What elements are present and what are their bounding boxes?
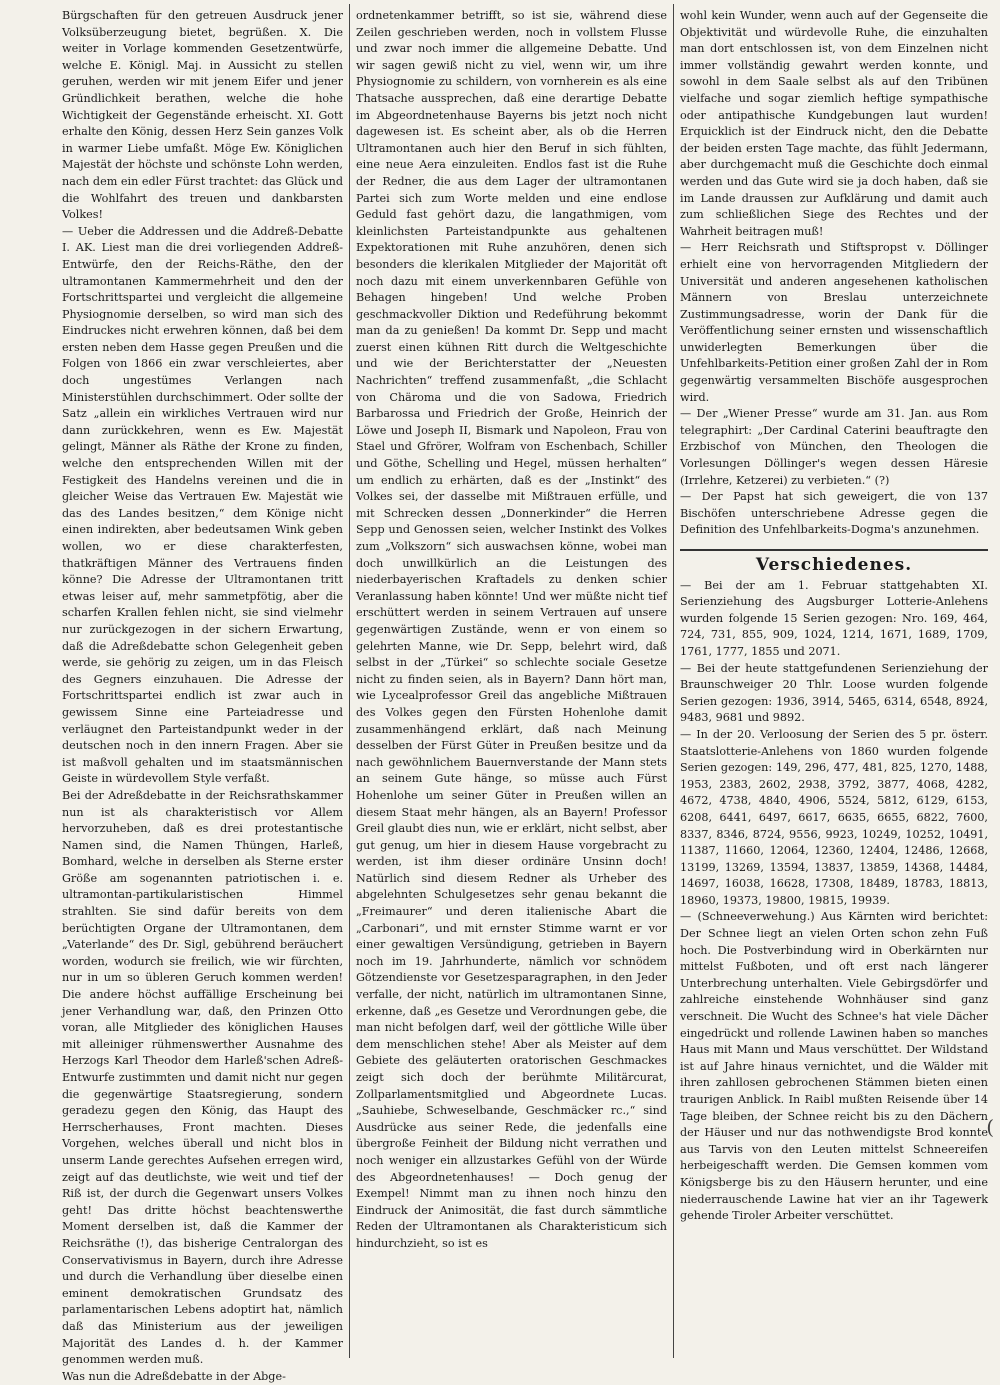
right-paragraph-4: — Der Papst hat sich geweigert, die von 137 Bischöfen unterschriebene Adresse gegen die Definition des Unfehlbarkeits-Dogma's anzunehmen. [680, 490, 988, 537]
left-paragraph-1: Bürgschaften für den getreuen Ausdruck jener Volksüberzeugung bietet, begrüßen. X. Die weiter in Vorlage kommenden Gesetzentwürfe, welche E. Königl. Maj. in Aussicht zu stellen geruhen, werden wir mit jenem Eifer und jener Gründlichkeit berathen, welche die hohe Wichtigkeit der Gegenstände erheischt. XI. Gott erhalte den König, dessen Herz Sein ganzes Volk in warmer Liebe umfaßt. Möge Ew. Königlichen Majestät der höchste und schönste Lohn werden, nach dem ein edler Fürst trachtet: das Glück und die Wohlfahrt des treuen und dankbarsten Volkes! [62, 9, 343, 222]
section-paragraph-4: — (Schneeverwehung.) Aus Kärnten wird berichtet: Der Schnee liegt an vielen Orten schon zehn Fuß hoch. Die Postverbindung wird in Oberkärnten nur mittelst Fußboten, und oft erst nach längerer Unterbrechung unterhalten. Viele Gebirgsdörfer und zahlreiche einstehende Wohnhäuser sind ganz verschneit. Die Wucht des Schnee's hat viele Dächer eingedrückt und rollende Lawinen haben so manches Haus mit Mann und Maus verschüttet. Der Wildstand ist auf Jahre hinaus vernichtet, und die Wälder mit ihren zahllosen gebrochenen Stämmen bieten einen traurigen Anblick. In Raibl mußten Reisende über 14 Tage bleiben, der Schnee reicht bis zu den Dächern der Häuser und nur das nothwendigste Brod konnte aus Tarvis von den Leuten mittelst Schneereifen herbeigeschafft werden. Die Gemsen kommen vom Königsberge bis zu den Häusern herunter, und eine niederrauschende Lawine hat vier an ihr Tagewerk gehende Tiroler Arbeiter verschüttet. [680, 910, 988, 1223]
left-paragraph-3: Bei der Adreßdebatte in der Reichsrathskammer nun ist als charakteristisch vor Allem hervorzuheben, daß es drei protestantische Namen sind, die Namen Thüngen, Harleß, Bomhard, welche in derselben als Sterne erster Größe am sogenannten patriotischen i. e. ultramontan-partikularistischen Himmel strahlten. Sie sind dafür bereits von dem berüchtigten Organe der Ultramontanen, dem „Vaterlande“ des Dr. Sigl, gebührend beräuchert worden, wodurch sie freilich, wie wir fürchten, nur in um so übleren Geruch kommen werden! Die andere höchst auffällige Erscheinung bei jener Verhandlung war, daß, den Prinzen Otto voran, alle Mitglieder des königlichen Hauses mit alleiniger rühmenswerther Ausnahme des Herzogs Karl Theodor dem Harleß'schen Adreß-Entwurfe zustimmten und damit nicht nur gegen die gegenwärtige Staatsregierung, sondern geradezu gegen den König, das Haupt des Herrscherhauses, Front machten. Dieses Vorgehen, welches überall und nicht blos in unserm Lande gerechtes Aufsehen erregen wird, zeigt auf das deutlichste, wie weit und tief der Riß ist, der durch die Gegenwart unsers Volkes geht! Das dritte höchst beachtenswerthe Moment derselben ist, daß die Kammer der Reichsräthe (!), das bisherige Centralorgan des Conservativismus in Bayern, durch ihre Adresse und durch die Verhandlung über dieselbe einen eminent demokratischen Grundsatz des parlamentarischen Lebens adoptirt hat, nämlich daß das Ministerium aus der jeweiligen Majorität des Landes d. h. der Kammer genommen werden muß. [62, 788, 343, 1367]
right-paragraph-2: — Herr Reichsrath und Stiftspropst v. Döllinger erhielt eine von hervorragenden Mitgliedern der Universität und anderen angesehenen katholischen Männern von Breslau unterzeichnete Zustimmungsadresse, worin der Dank für die Veröffentlichung seiner ernsten und wissenschaftlich unwiderlegten Bemerkungen über die Unfehlbarkeits-Petition einer großen Zahl der in Rom gegenwärtig versammelten Bischöfe ausgesprochen wird. [680, 241, 988, 404]
section-heading: Verschiedenes. [755, 555, 913, 575]
column-container [56, 4, 994, 1383]
right-paragraph-1: wohl kein Wunder, wenn auch auf der Gegenseite die Objektivität und würdevolle Ruhe, die einzuhalten man dort entschlossen ist, von dem Einzelnen nicht immer vollständig gewahrt werden konnte, und sowohl in dem Saale selbst als auf den Tribünen vielfache und sogar ziemlich heftige sympathische oder antipathische Kundgebungen laut wurden! Erquicklich ist der Eindruck nicht, den die Debatte der beiden ersten Tage machte, das fühlt Jedermann, aber durchgemacht muß die Geschichte doch einmal werden und das Gute wird sie ja doch haben, daß sie im Lande draussen zur Aufklärung und damit auch zum schließlichen Siege des Rechtes und der Wahrheit beitragen muß! [680, 9, 988, 238]
left-paragraph-4: Was nun die Adreßdebatte in der Abge- [62, 1369, 286, 1383]
section-divider [680, 549, 988, 551]
middle-column [349, 4, 674, 1358]
right-column [674, 4, 994, 1358]
edge-bracket-mark: ( [986, 1115, 994, 1139]
right-paragraph-3: — Der „Wiener Presse“ wurde am 31. Jan. aus Rom telegraphirt: „Der Cardinal Caterini beauftragte den Erzbischof von München, den Theologen die Vorlesungen Döllinger's wegen dessen Häresie (Irrlehre, Ketzerei) zu verbieten.“ (?) [680, 407, 988, 487]
left-column [56, 4, 349, 1383]
middle-paragraph-1: ordnetenkammer betrifft, so ist sie, während diese Zeilen geschrieben werden, noch in vollstem Flusse und zwar noch immer die allgemeine Debatte. Und wir sagen gewiß nicht zu viel, wenn wir, um ihre Physiognomie zu schildern, von vornherein es als eine Thatsache aussprechen, daß eine derartige Debatte im Abgeordnetenhause Bayerns bis jetzt noch nicht dagewesen ist. Es scheint aber, als ob die Herren Ultramontanen auch hier den Beruf in sich fühlten, eine neue Aera einzuleiten. Endlos fast ist die Ruhe der Redner, die aus dem Lager der ultramontanen Partei sich zum Worte melden und eine endlose Geduld fast gehört dazu, die langathmigen, vom kleinlichsten Parteistandpunkte aus gehaltenen Expektorationen mit Ruhe anzuhören, denen sich besonders die klerikalen Mitglieder der Majorität oft noch dazu mit einem unverkennbaren Gefühle von Behagen hingeben! Und welche Proben geschmackvoller Diktion und Redeführung bekommt man da zu genießen! Da kommt Dr. Sepp und macht zuerst einen kühnen Ritt durch die Weltgeschichte und wie der Berichterstatter der „Neuesten Nachrichten“ treffend zusammenfaßt, „die Schlacht von Chäroma und die von Sadowa, Friedrich Barbarossa und Friedrich der Große, Heinrich der Löwe und Joseph II, Bismark und Napoleon, Frau von Stael und Gfrörer, Wolfram von Eschenbach, Schiller und Göthe, Schelling und Hegel, müssen herhalten“ um endlich zu erhärten, daß es der „Instinkt“ des Volkes sei, der dasselbe mit Mißtrauen erfülle, und mit Schrecken dessen „Donnerkinder“ die Herren Sepp und Genossen seien, welcher Instinkt des Volkes zum „Volkszorn“ sich auswachsen könne, wobei man doch unwillkürlich an die Leistungen des niederbayerischen Kraftadels zu denken schier Veranlassung haben könnte! Und wer müßte nicht tief erschüttert werden in seinem Vertrauen auf unsere gegenwärtigen Zustände, wenn er von einem so gelehrten Manne, wie Dr. Sepp, belehrt wird, daß selbst in der „Türkei“ so schlechte sociale Gesetze nicht zu finden seien, als in Bayern? Dann hört man, wie Lycealprofessor Greil das angebliche Mißtrauen des Volkes gegen den Fürsten Hohenlohe damit zusammenhängend erklärt, daß nach Meinung desselben der Fürst Güter in Preußen besitze und da nach gewöhnlichem Bauernverstande der Mann stets an seinem Gute hänge, so müsse auch Fürst Hohenlohe um seiner Güter in Preußen willen an diesem Staat mehr hängen, als an Bayern! Professor Greil glaubt dies nun, wie er erklärt, nicht selbst, aber gut genug, um hier in diesem Hause vorgebracht zu werden, ist ihm dieser ordinäre Unsinn doch! Natürlich sind diesem Redner als Urheber des abgelehnten Schulgesetzes sehr genau bekannt die „Freimaurer“ und deren italienische Abart die „Carbonari“, und mit ernster Stimme warnt er vor einer gewaltigen Versündigung, getrieben in Bayern noch im 19. Jahrhunderte, nämlich vor schnödem Götzendienste vor Gesetzesparagraphen, in den Jeder verfalle, der nicht, natürlich im ultramontanen Sinne, erkenne, daß „es Gesetze und Verordnungen gebe, die man nicht befolgen darf, weil der göttliche Wille über dem menschlichen stehe! Aber als Meister auf dem Gebiete des geläuterten oratorischen Geschmackes zeigt sich doch der berühmte Militärcurat, Zollparlamentsmitglied und Abgeordnete Lucas. „Sauhiebe, Schweselbande, Geschmäcker rc.,“ sind Ausdrücke aus seiner Rede, die jedenfalls eine übergroße Feinheit der Bildung nicht verrathen und noch weniger ein allzustarkes Gefühl von der Würde des Abgeordnetenhauses! — Doch genug der Exempel! Nimmt man zu ihnen noch hinzu den Eindruck der Animosität, die fast durch sämmtliche Reden der Ultramontanen als Charakteristicum sich hindurchzieht, so ist es [356, 9, 667, 1250]
section-paragraph-2: — Bei der heute stattgefundenen Serienziehung der Braunschweiger 20 Thlr. Loose wurden folgende Serien gezogen: 1936, 3914, 5465, 6314, 6548, 8924, 9483, 9681 und 9892. [680, 661, 988, 725]
left-paragraph-2: — Ueber die Addressen und die Addreß-Debatte I. AK. Liest man die drei vorliegenden Addreß-Entwürfe, den der Reichs-Räthe, den der ultramontanen Kammermehrheit und den der Fortschrittspartei und vergleicht die allgemeine Physiognomie derselben, so wird man sich des Eindruckes nicht erwehren können, daß bei dem ersten neben dem Hasse gegen Preußen und die Folgen von 1866 ein zwar verschleiertes, aber doch ungestümes Verlangen nach Ministerstühlen durchschimmert. Oder sollte der Satz „allein ein wirkliches Vertrauen wird nur dann zurückkehren, wenn es Ew. Majestät gelingt, Männer als Räthe der Krone zu finden, welche den entsprechenden Willen mit der Festigkeit des Handelns vereinen und die in gleicher Weise das Vertrauen Ew. Majestät wie das des Landes besitzen,“ dem Könige nicht einen indirekten, aber bedeutsamen Wink geben wollen, wo er diese charakterfesten, thatkräftigen Männer des Vertrauens finden könne? Die Adresse der Ultramontanen tritt etwas leiser auf, mehr sammetpfötig, aber die scharfen Krallen fehlen nicht, sie sind vielmehr nur zurückgezogen in der sichern Erwartung, daß die Adreßdebatte schon Gelegenheit geben werde, sie gehörig zu zeigen, um in das Fleisch des Gegners einzuhauen. Die Adresse der Fortschrittspartei endlich ist zwar auch in gewissem Sinne eine Parteiadresse und verläugnet den Parteistandpunkt weder in der deutschen noch in den innern Fragen. Aber sie ist maßvoll gehalten und im staatsmännischen Geiste in würdevollem Style verfaßt. [62, 224, 343, 786]
section-paragraph-1: — Bei der am 1. Februar stattgehabten XI. Serienziehung des Augsburger Lotterie-Anlehens wurden folgende 15 Serien gezogen: Nro. 169, 464, 724, 731, 855, 909, 1024, 1214, 1671, 1689, 1709, 1761, 1777, 1855 und 2071. [680, 578, 988, 658]
section-paragraph-3: — In der 20. Verloosung der Serien des 5 pr. österr. Staatslotterie-Anlehens von 1860 wurden folgende Serien gezogen: 149, 296, 477, 481, 825, 1270, 1488, 1953, 2383, 2602, 2938, 3792, 3877, 4068, 4282, 4672, 4738, 4840, 4906, 5524, 5812, 6129, 6153, 6208, 6441, 6497, 6617, 6635, 6655, 6822, 7600, 8337, 8346, 8724, 9556, 9923, 10249, 10252, 10491, 11387, 11660, 12064, 12360, 12404, 12486, 12668, 13199, 13269, 13594, 13837, 13859, 14368, 14484, 14697, 16038, 16628, 17308, 18489, 18783, 18813, 18960, 19373, 19800, 19815, 19939. [680, 727, 988, 907]
